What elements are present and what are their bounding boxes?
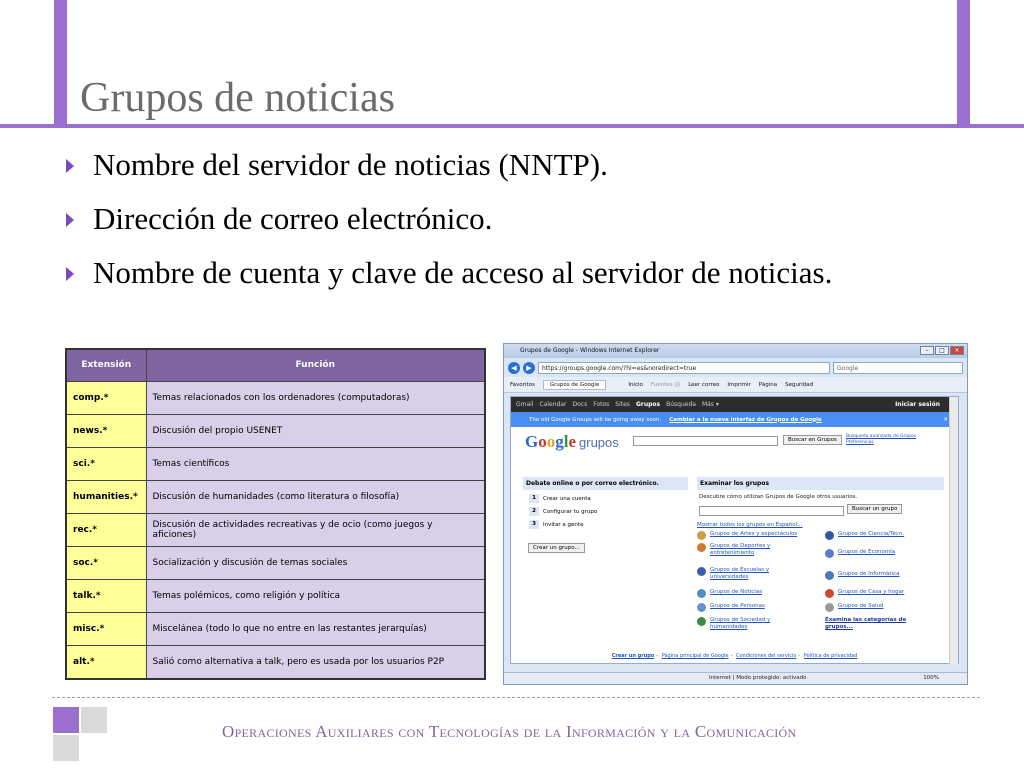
title-underline (0, 124, 1024, 128)
category-link[interactable] (825, 571, 935, 580)
step-label: Invitar a gente (543, 521, 584, 528)
category-link[interactable] (697, 617, 807, 631)
toolbar-print[interactable]: Imprimir (727, 381, 751, 388)
table-row (66, 513, 485, 546)
status-text: Internet | Modo protegido: activado (709, 675, 807, 681)
browser-screenshot (503, 343, 968, 685)
category-link[interactable] (825, 531, 935, 540)
bullet-text: Nombre de cuenta y clave de acceso al servidor de noticias. (93, 255, 833, 290)
notice-text: The old Google Groups will be going away soon. (529, 416, 662, 423)
notice-link[interactable]: Cambiar a la nueva interfaz de Grupos de Google (669, 416, 822, 423)
bullet-arrow-icon (66, 267, 74, 281)
advanced-search-link[interactable] (846, 434, 916, 446)
page-footer-links: Crear un grupo - Página principal de Google - Condiciones del servicio - Política de privacidad (611, 653, 858, 659)
table-row (66, 646, 485, 679)
bullet-arrow-icon (66, 159, 74, 173)
category-label[interactable]: Grupos de Ciencia/Tecn. (838, 531, 905, 537)
browser-search-input[interactable]: Google (833, 362, 963, 374)
toolbar-security[interactable]: Seguridad (785, 381, 814, 388)
category-link[interactable] (697, 543, 807, 557)
arts-icon (697, 531, 706, 540)
category-label[interactable]: Examina las categorías de grupos... (825, 617, 907, 630)
step-item (529, 520, 688, 529)
category-link[interactable] (825, 549, 935, 558)
function-cell: Discusión de humanidades (como literatura o filosofía) (146, 480, 485, 513)
extensions-table (65, 348, 486, 680)
bullet-item (66, 146, 946, 184)
school-icon (697, 567, 706, 576)
bullet-arrow-icon (66, 213, 74, 227)
gbar-photos[interactable]: Fotos (593, 401, 610, 408)
ext-cell: talk.* (66, 580, 146, 613)
table-header-row (66, 349, 485, 381)
footer-square-purple (53, 707, 79, 733)
bullet-item (66, 254, 946, 292)
footer-create-group-link[interactable]: Crear un grupo (611, 653, 655, 659)
browse-categories-link[interactable] (825, 617, 935, 631)
computer-icon (825, 571, 834, 580)
step-number: 1 (529, 494, 539, 503)
category-label[interactable]: Grupos de Informática (838, 571, 900, 577)
footer-square-grey (53, 735, 79, 761)
ext-cell: news.* (66, 414, 146, 447)
vertical-scrollbar[interactable] (949, 397, 958, 665)
ext-cell: comp.* (66, 381, 146, 414)
browse-groups-heading: Examinar los grupos (697, 477, 944, 490)
category-label[interactable]: Grupos de Escuelas y universidades (710, 567, 770, 580)
step-label: Crear una cuenta (543, 495, 591, 502)
home-icon (825, 589, 834, 598)
gbar-gmail[interactable]: Gmail (516, 401, 534, 408)
footer-square-grey (81, 707, 107, 733)
people-icon (697, 603, 706, 612)
function-cell: Miscelánea (todo lo que no entre en las restantes jerarquías) (146, 613, 485, 646)
toolbar-feeds[interactable]: Fuentes (J) (650, 381, 681, 388)
create-group-button[interactable]: Crear un grupo... (528, 543, 585, 553)
function-cell: Discusión del propio USENET (146, 414, 485, 447)
groups-search-input[interactable] (633, 436, 778, 446)
left-accent-bar (54, 0, 67, 128)
function-cell: Temas polémicos, como religión y política (146, 580, 485, 613)
find-group-button[interactable]: Buscar un grupo (847, 504, 902, 514)
society-icon (697, 617, 706, 626)
ext-cell: alt.* (66, 646, 146, 679)
footer-privacy-link[interactable]: Política de privacidad (803, 653, 858, 659)
step-item (529, 494, 688, 503)
page-content (510, 396, 959, 664)
right-accent-bar (957, 0, 970, 128)
footer-divider (52, 697, 980, 698)
category-link[interactable] (825, 603, 935, 612)
address-bar-row (504, 358, 967, 377)
ext-cell: misc.* (66, 613, 146, 646)
window-title: Grupos de Google - Windows Internet Explorer (520, 347, 660, 354)
economy-icon (825, 549, 834, 558)
function-cell: Salió como alternativa a talk, pero es usada por los usuarios P2P (146, 646, 485, 679)
browser-titlebar (504, 344, 967, 358)
bullet-list (66, 146, 946, 308)
category-label[interactable]: Grupos de Economía (838, 549, 896, 555)
header-extension: Extensión (66, 349, 146, 381)
ext-cell: humanities.* (66, 480, 146, 513)
toolbar-home[interactable]: Inicio (628, 381, 643, 388)
science-icon (825, 531, 834, 540)
notice-banner (511, 412, 958, 427)
all-groups-link[interactable]: Mostrar todos los grupos en Español... (697, 522, 803, 528)
ext-cell: rec.* (66, 513, 146, 546)
category-label[interactable]: Grupos de Sociedad y humanidades (710, 617, 771, 630)
table-row (66, 447, 485, 480)
table-row (66, 580, 485, 613)
category-label[interactable]: Grupos de Salud (838, 603, 884, 609)
gbar-sites[interactable]: Sites (615, 401, 630, 408)
category-link[interactable] (697, 603, 807, 612)
category-link[interactable] (697, 531, 807, 540)
close-notice-icon[interactable]: ✕ (943, 416, 948, 423)
category-label[interactable]: Grupos de Personas (710, 603, 765, 609)
find-group-input[interactable] (699, 506, 844, 516)
table-row (66, 381, 485, 414)
sports-icon (697, 543, 706, 552)
url-input[interactable]: https://groups.google.com/?hl=es&noredirect=true (538, 362, 830, 374)
table-row (66, 547, 485, 580)
search-groups-button[interactable]: Buscar en Grupos (783, 435, 842, 445)
advanced-search-text[interactable]: Búsqueda avanzada de Grupos (846, 434, 917, 439)
favorites-bar (504, 377, 967, 393)
create-group-box (523, 477, 688, 557)
logo-suffix: grupos (579, 435, 619, 450)
create-group-heading: Debate online o por correo electrónico. (523, 477, 688, 490)
window-controls (920, 346, 964, 355)
step-number: 3 (529, 520, 539, 529)
google-groups-logo[interactable]: Google grupos (525, 432, 619, 451)
browser-statusbar (504, 672, 967, 684)
function-cell: Temas científicos (146, 447, 485, 480)
forward-icon[interactable]: ▶ (523, 362, 535, 374)
bullet-text: Dirección de correo electrónico. (93, 201, 493, 236)
course-footer: Operaciones Auxiliares con Tecnologías de la Información y la Comunicación (222, 722, 797, 741)
minimize-icon[interactable]: – (920, 346, 934, 355)
bullet-item (66, 200, 946, 238)
gbar-calendar[interactable]: Calendar (539, 401, 567, 408)
footer-terms-link[interactable]: Condiciones del servicio (735, 653, 797, 659)
bullet-text: Nombre del servidor de noticias (NNTP). (93, 147, 608, 182)
slide-title: Grupos de noticias (80, 75, 395, 121)
gbar-docs[interactable]: Docs (572, 401, 588, 408)
table-row (66, 414, 485, 447)
step-label: Configurar tu grupo (543, 508, 598, 515)
table-row (66, 480, 485, 513)
browser-tab[interactable]: Grupos de Google (543, 380, 607, 390)
browse-description: Descubre cómo utilizan Grupos de Google otros usuarios. (699, 494, 858, 500)
health-icon (825, 603, 834, 612)
header-function: Función (146, 349, 485, 381)
function-cell: Discusión de actividades recreativas y de ocio (como juegos y aficiones) (146, 513, 485, 546)
category-label[interactable]: Grupos de Noticias (710, 589, 763, 595)
ext-cell: sci.* (66, 447, 146, 480)
category-label[interactable]: Grupos de Deportes y entretenimiento (710, 543, 771, 556)
category-link[interactable] (697, 589, 807, 598)
browse-groups-box (697, 477, 944, 528)
category-link[interactable] (697, 567, 807, 581)
maximize-icon[interactable]: □ (935, 346, 949, 355)
google-bar (511, 397, 958, 412)
gbar-search[interactable]: Búsqueda (666, 401, 696, 408)
zoom-level[interactable]: 100% (923, 675, 939, 681)
step-item (529, 507, 688, 516)
back-icon[interactable]: ◀ (508, 362, 520, 374)
close-icon[interactable]: ✕ (950, 346, 964, 355)
function-cell: Temas relacionados con los ordenadores (computadoras) (146, 381, 485, 414)
news-icon (697, 589, 706, 598)
step-number: 2 (529, 507, 539, 516)
gbar-groups[interactable]: Grupos (635, 401, 661, 408)
groups-header (511, 427, 958, 455)
favorites-button[interactable]: Favoritos (510, 381, 535, 388)
category-link[interactable] (825, 589, 935, 598)
ext-cell: soc.* (66, 547, 146, 580)
preferences-link[interactable]: Preferencias (846, 440, 874, 445)
category-label[interactable]: Grupos de Casa y hogar (838, 589, 905, 595)
gbar-more[interactable]: Más ▾ (701, 401, 719, 408)
function-cell: Socialización y discusión de temas sociales (146, 547, 485, 580)
toolbar-mail[interactable]: Leer correo (688, 381, 720, 388)
login-link[interactable]: Iniciar sesión (895, 401, 940, 408)
footer-google-home-link[interactable]: Página principal de Google (661, 653, 729, 659)
table-row (66, 613, 485, 646)
toolbar-page[interactable]: Página (758, 381, 778, 388)
category-label[interactable]: Grupos de Artes y espectáculos (710, 531, 798, 537)
